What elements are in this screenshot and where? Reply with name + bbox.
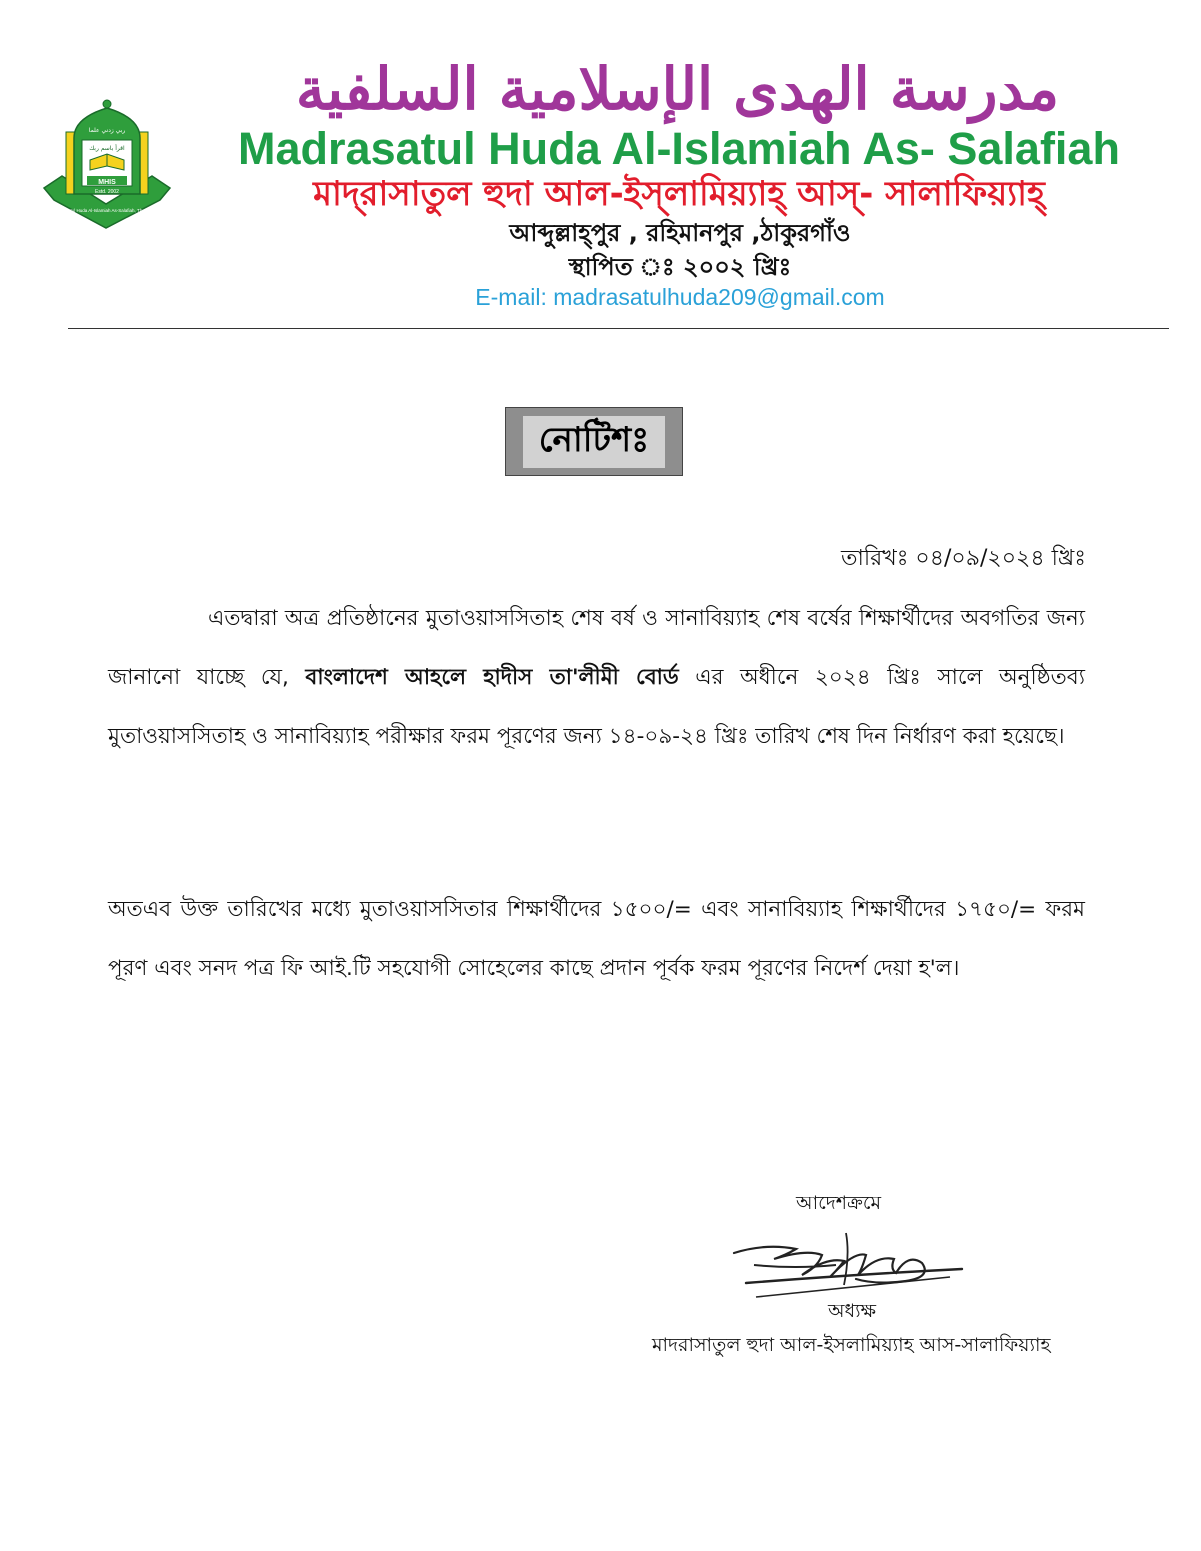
paragraph-1-text-a: এতদ্বারা অত্র প্রতিষ্ঠানের মুতাওয়াসসিতাহ শেষ বর্ষ ও সানাবিয়্যাহ শেষ বর্ষের শিক্ষার্থীদের অবগতির জন্য জানানো যাচ্ছে যে, bbox=[108, 606, 1085, 690]
notice-paragraph-2: অতএব উক্ত তারিখের মধ্যে মুতাওয়াসসিতার শিক্ষার্থীদের ১৫০০/= এবং সানাবিয়্যাহ শিক্ষার্থীদের ১৭৫০/= ফরম পূরণ এবং সনদ পত্র ফি আই.টি সহযোগী সোহেলের কাছে প্রদান পূর্বক ফরম পূরণের নিদের্শ দেয়া হ'ল। bbox=[108, 897, 1085, 981]
logo-book-text: اقرأ باسم ربك bbox=[89, 145, 125, 152]
signatory-organization: মাদরাসাতুল হুদা আল-ইসলামিয়্যাহ আস-সালাফিয়্যাহ bbox=[652, 1334, 1051, 1356]
email-address: E-mail: madrasatulhuda209@gmail.com bbox=[475, 284, 885, 310]
notice-paragraph-1 bbox=[108, 589, 1085, 766]
notice-title-box bbox=[505, 407, 683, 476]
order-text: আদেশক্রমে bbox=[796, 1192, 882, 1214]
handwritten-signature bbox=[726, 1225, 966, 1301]
notice-date: তারিখঃ ০৪/০৯/২০২৪ খ্রিঃ bbox=[840, 546, 1086, 571]
name-english: Madrasatul Huda Al-Islamiah As- Salafiah bbox=[238, 123, 1120, 174]
logo-top-text: ربي زدني علما bbox=[88, 127, 126, 134]
board-name: বাংলাদেশ আহলে হাদীস তা'লীমী বোর্ড bbox=[305, 665, 679, 690]
logo-abbr: MHIS bbox=[98, 179, 116, 186]
signatory-title: অধ্যক্ষ bbox=[828, 1300, 877, 1322]
name-arabic: مدرسة الهدى الإسلامية السلفية bbox=[295, 55, 1060, 123]
address: আব্দুল্লাহ্‌পুর , রহিমানপুর ,ঠাকুরগাঁও bbox=[509, 219, 851, 247]
logo-estd: Estd. 2002 bbox=[95, 189, 119, 195]
established-year: স্থাপিত ঃ ২০০২ খ্রিঃ bbox=[568, 253, 792, 281]
logo-ribbon-text: Madrasatul Huda Al-Islamiah As-Salafiah, Thakurgaon bbox=[53, 208, 161, 213]
name-bangla: মাদ্‌রাসাতুল হুদা আল-ইস্‌লামিয়্যাহ্‌ আস্‌- সালাফিয়্যাহ্‌ bbox=[313, 174, 1045, 214]
header-divider bbox=[68, 328, 1169, 329]
madrasa-logo bbox=[40, 96, 174, 230]
notice-title: নোটিশঃ bbox=[523, 416, 665, 468]
signature-block bbox=[640, 1185, 1090, 1365]
paragraph-1-text-b: এর অধীনে ২০২৪ খ্রিঃ সালে অনুষ্ঠিতব্য মুতাওয়াসসিতাহ ও সানাবিয়্যাহ পরীক্ষার ফরম পূরণের জন্য ১৪-০৯-২৪ খ্রিঃ তারিখ শেষ দিন নির্ধারণ করা হয়েছে। bbox=[108, 665, 1085, 749]
